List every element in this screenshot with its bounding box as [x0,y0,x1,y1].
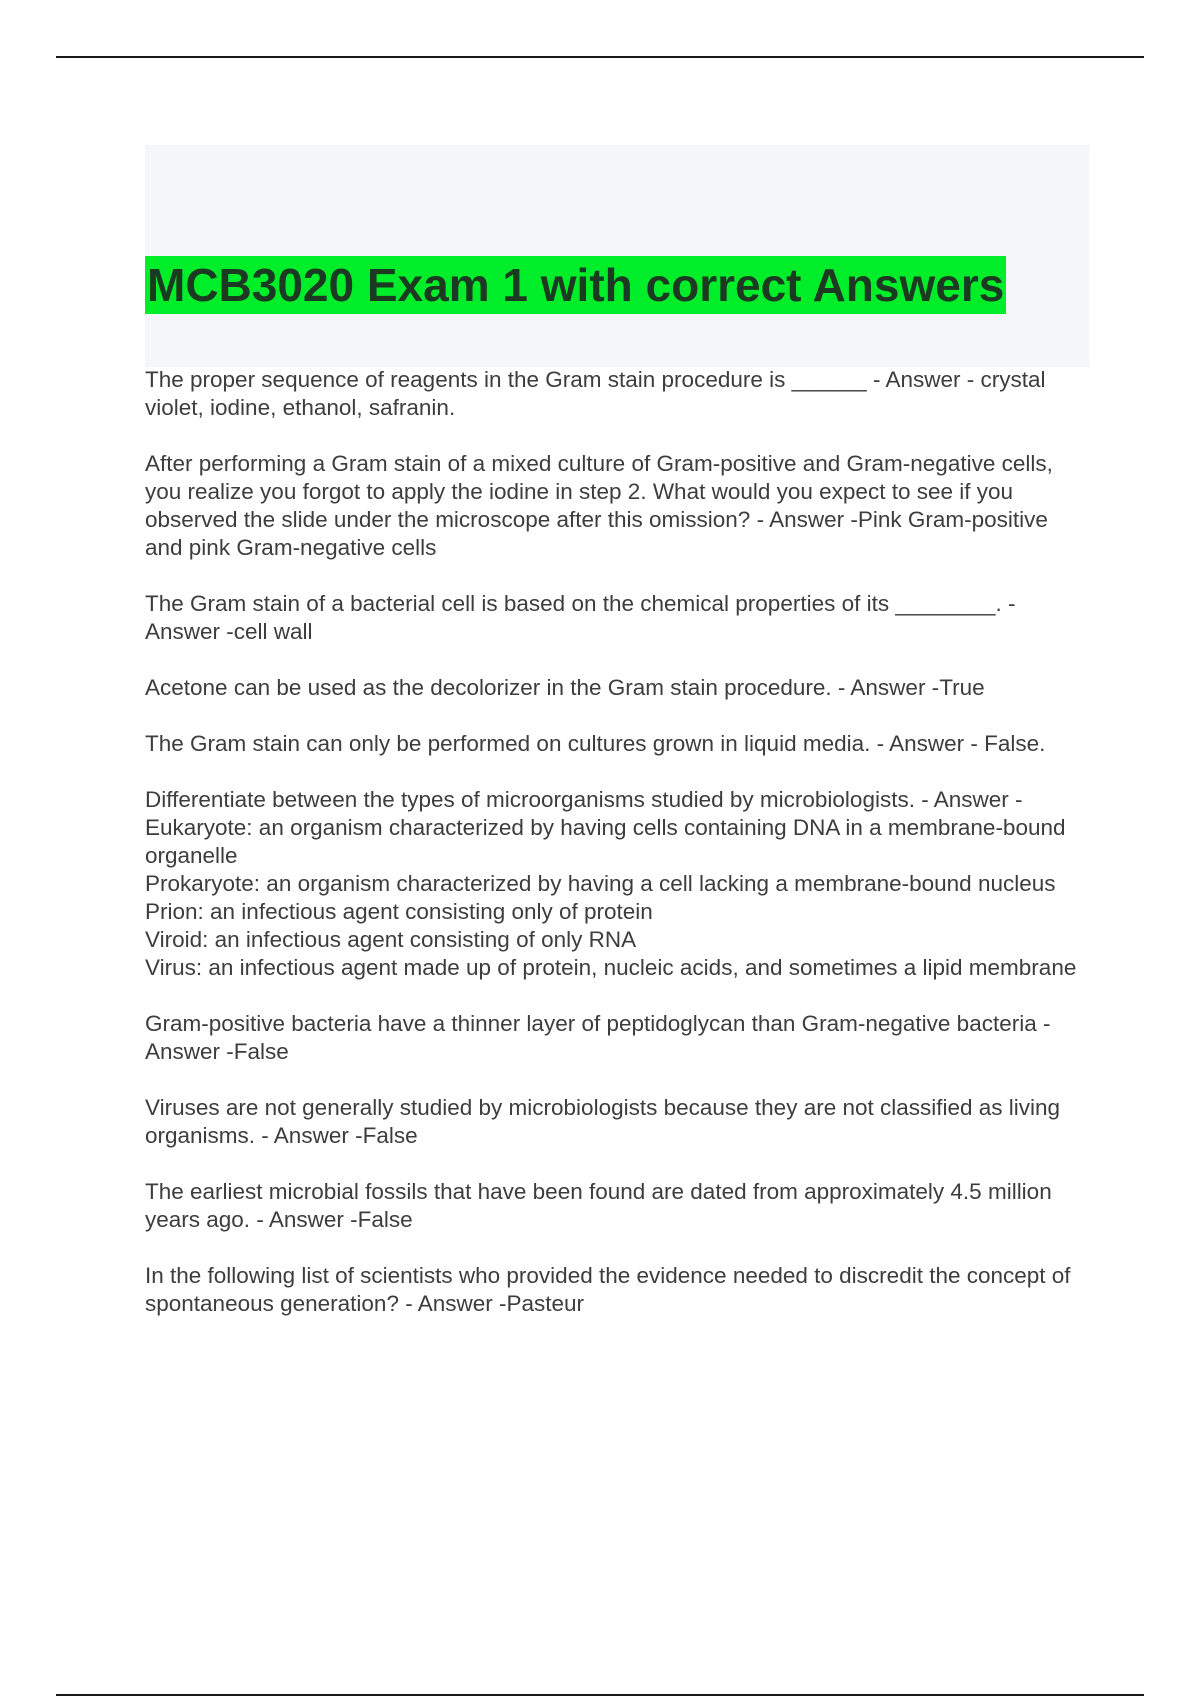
qa-item [145,450,1085,562]
answer-text: True [939,675,985,700]
document-title: MCB3020 Exam 1 with correct Answers [145,256,1006,314]
answer-text: Pasteur [506,1291,585,1316]
qa-item [145,366,1085,422]
answer-prefix: - Answer - [831,675,940,700]
answer-text: crystal violet, iodine, ethanol, safranin. [145,367,1046,420]
answer-text: False. [984,731,1046,756]
answer-line-virus: Virus: an infectious agent made up of protein, nucleic acids, and sometimes a lipid membrane [145,955,1077,980]
question-text: The proper sequence of reagents in the Gram stain procedure is ______ [145,367,867,392]
answer-line-prokaryote: Prokaryote: an organism characterized by having a cell lacking a membrane-bound nucleus [145,871,1056,896]
answer-text: Eukaryote: an organism characterized by having cells containing DNA in a membrane-bound organelle [145,815,1066,868]
question-text: The Gram stain of a bacterial cell is based on the chemical properties of its ________. [145,591,1002,616]
answer-prefix: - Answer - [870,731,985,756]
question-text: In the following list of scientists who provided the evidence needed to discredit the concept of spontaneous generation? [145,1263,1071,1316]
question-text: After performing a Gram stain of a mixed culture of Gram-positive and Gram-negative cells, you realize you forgot to apply the iodine in step 2. What would you expect to see if you observed the slide under the microscope after this omission? [145,451,1053,532]
question-text: Viruses are not generally studied by microbiologists because they are not classified as living organisms. [145,1095,1061,1148]
footer-rule [56,1694,1144,1696]
qa-list [145,366,1085,1346]
answer-prefix: - Answer - [250,1207,358,1232]
qa-item [145,786,1085,982]
answer-text: False [233,1039,289,1064]
answer-text: cell wall [233,619,313,644]
answer-prefix: - Answer - [145,1011,1051,1064]
question-text: The Gram stain can only be performed on cultures grown in liquid media. [145,731,871,756]
qa-item [145,1178,1085,1234]
qa-item [145,730,1085,758]
answer-prefix: - Answer - [914,787,1023,812]
question-text: Gram-positive bacteria have a thinner layer of peptidoglycan than Gram-negative bacteria [145,1011,1037,1036]
answer-line-prion: Prion: an infectious agent consisting only of protein [145,899,653,924]
answer-prefix: - Answer - [145,591,1016,644]
qa-item [145,674,1085,702]
answer-prefix: - Answer - [750,507,858,532]
qa-item [145,1262,1085,1318]
qa-item [145,1094,1085,1150]
answer-prefix: - Answer - [398,1291,507,1316]
qa-item [145,590,1085,646]
header-rule [56,56,1144,58]
answer-text: False [362,1123,418,1148]
answer-prefix: - Answer - [255,1123,363,1148]
question-text: Acetone can be used as the decolorizer in the Gram stain procedure. [145,675,832,700]
answer-prefix: - Answer - [866,367,981,392]
answer-text: Pink Gram-positive and pink Gram-negative cells [145,507,1048,560]
question-text: Differentiate between the types of microorganisms studied by microbiologists. [145,787,915,812]
qa-item [145,1010,1085,1066]
answer-line-viroid: Viroid: an infectious agent consisting of only RNA [145,927,637,952]
answer-text: False [357,1207,413,1232]
question-text: The earliest microbial fossils that have been found are dated from approximately 4.5 million years ago. [145,1179,1052,1232]
